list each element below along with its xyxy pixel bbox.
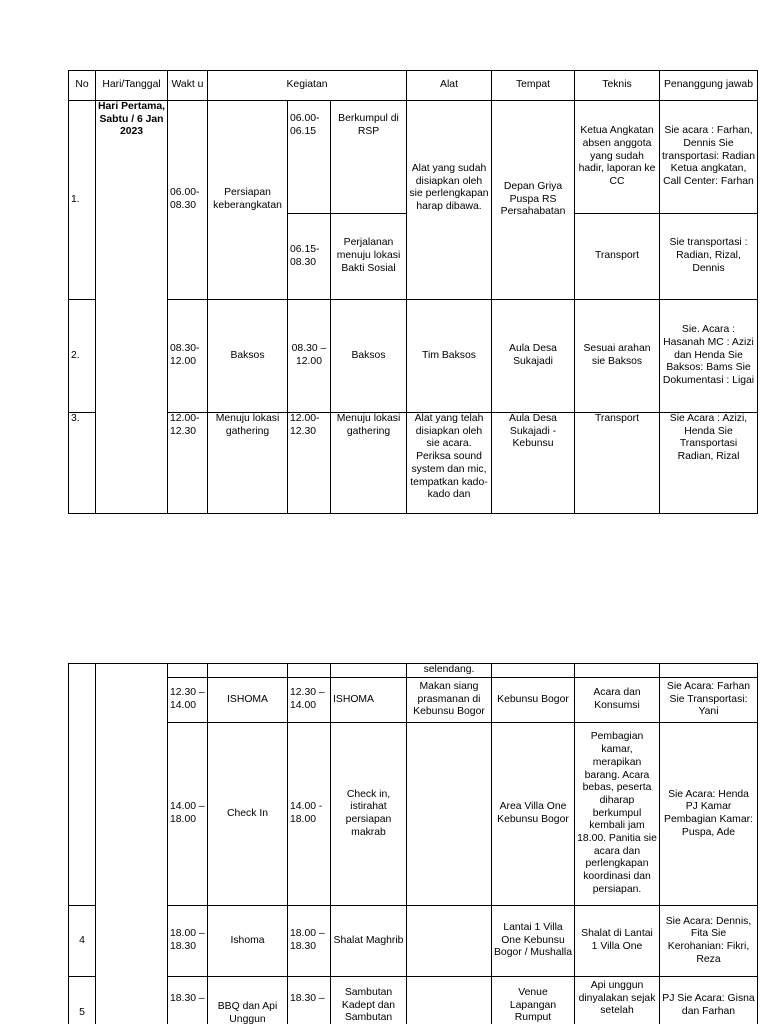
- sub-waktu: 18.00 – 18.30: [288, 906, 331, 977]
- row-pj: Sie Acara: Dennis, Fita Sie Kerohanian: Fikri, Reza: [660, 906, 758, 977]
- row-kegiatan: Menuju lokasi gathering: [208, 413, 288, 514]
- row-pj: Sie Acara : Azizi, Henda Sie Transportasi Radian, Rizal: [660, 413, 758, 514]
- header-penanggung-jawab: Penanggung jawab: [660, 71, 758, 101]
- schedule-table-page-1: [68, 70, 758, 514]
- row-teknis: Acara dan Konsumsi: [575, 678, 660, 723]
- day-cell: [96, 664, 168, 1024]
- sub-kegiatan: ISHOMA: [331, 678, 407, 723]
- row-pj: [660, 664, 758, 678]
- row-pj: Sie. Acara : Hasanah MC : Azizi dan Henda Sie Baksos: Bams Sie Dokumentasi : Ligai: [660, 300, 758, 413]
- header-teknis: Teknis: [575, 71, 660, 101]
- sub-waktu: 14.00 - 18.00: [288, 723, 331, 906]
- row-alat: selendang.: [407, 664, 492, 678]
- row-waktu: 14.00 – 18.00: [168, 723, 208, 906]
- sub-kegiatan: Perjalanan menuju lokasi Bakti Sosial: [331, 214, 407, 300]
- row-pj: Sie transportasi : Radian, Rizal, Dennis: [660, 214, 758, 300]
- day-label: Hari Pertama, Sabtu / 6 Jan 2023: [96, 101, 168, 514]
- row-waktu: 06.00- 08.30: [168, 101, 208, 300]
- row-teknis: Transport: [575, 413, 660, 514]
- row-tempat: Depan Griya Puspa RS Persahabatan: [492, 101, 575, 300]
- row-pj: Sie acara : Farhan, Dennis Sie transportasi: Radian Ketua angkatan, Call Center: Farhan: [660, 101, 758, 214]
- schedule-table-page-2: [68, 663, 758, 1024]
- row-tempat: Aula Desa Sukajadi: [492, 300, 575, 413]
- row-kegiatan: BBQ dan Api Unggun: [208, 977, 288, 1024]
- row-kegiatan: Ishoma: [208, 906, 288, 977]
- row-waktu: 08.30- 12.00: [168, 300, 208, 413]
- row-pj: Sie Acara: Farhan Sie Transportasi: Yani: [660, 678, 758, 723]
- sub-waktu: [288, 664, 331, 678]
- row-tempat: [492, 664, 575, 678]
- row-waktu: 18.30 –: [168, 977, 208, 1024]
- table-row: [69, 906, 758, 977]
- row-teknis: Transport: [575, 214, 660, 300]
- row-tempat: Aula Desa Sukajadi - Kebunsu: [492, 413, 575, 514]
- table-row: [69, 678, 758, 723]
- row-alat: Alat yang telah disiapkan oleh sie acara. Periksa sound system dan mic, tempatkan kado-kado dan: [407, 413, 492, 514]
- row-no: 2.: [69, 300, 96, 413]
- sub-waktu: 06.15- 08.30: [288, 214, 331, 300]
- row-alat: Tim Baksos: [407, 300, 492, 413]
- row-alat: Makan siang prasmanan di Kebunsu Bogor: [407, 678, 492, 723]
- row-teknis: [575, 664, 660, 678]
- row-tempat: Kebunsu Bogor: [492, 678, 575, 723]
- header-hari-tanggal: Hari/Tanggal: [96, 71, 168, 101]
- sub-waktu: 12.30 – 14.00: [288, 678, 331, 723]
- header-tempat: Tempat: [492, 71, 575, 101]
- row-kegiatan: Persiapan keberangkatan: [208, 101, 288, 300]
- row-alat: [407, 723, 492, 906]
- sub-kegiatan: Sambutan Kadept dan Sambutan: [331, 977, 407, 1024]
- header-alat: Alat: [407, 71, 492, 101]
- sub-kegiatan: Shalat Maghrib: [331, 906, 407, 977]
- sub-kegiatan: Berkumpul di RSP: [331, 101, 407, 214]
- row-no: 5: [69, 977, 96, 1024]
- sub-waktu: 18.30 –: [288, 977, 331, 1024]
- header-no: No: [69, 71, 96, 101]
- table-row: [69, 413, 758, 514]
- row-pj: PJ Sie Acara: Gisna dan Farhan: [660, 977, 758, 1024]
- row-teknis: Api unggun dinyalakan sejak setelah: [575, 977, 660, 1024]
- row-waktu: 12.00- 12.30: [168, 413, 208, 514]
- table-row: [69, 101, 758, 214]
- row-waktu: [168, 664, 208, 678]
- table-row: [69, 300, 758, 413]
- row-waktu: 18.00 – 18.30: [168, 906, 208, 977]
- table-row: [69, 723, 758, 906]
- row-kegiatan: Baksos: [208, 300, 288, 413]
- row-kegiatan: Check In: [208, 723, 288, 906]
- table-header-row: [69, 71, 758, 101]
- row-waktu: 12.30 – 14.00: [168, 678, 208, 723]
- sub-waktu: 06.00- 06.15: [288, 101, 331, 214]
- sub-kegiatan: Baksos: [331, 300, 407, 413]
- sub-waktu: 08.30 – 12.00: [288, 300, 331, 413]
- header-waktu: Wakt u: [168, 71, 208, 101]
- header-kegiatan: Kegiatan: [208, 71, 407, 101]
- row-tempat: Lantai 1 Villa One Kebunsu Bogor / Mushalla: [492, 906, 575, 977]
- row-teknis: Ketua Angkatan absen anggota yang sudah hadir, laporan ke CC: [575, 101, 660, 214]
- row-teknis: Pembagian kamar, merapikan barang. Acara bebas, peserta diharap berkumpul kembali jam 18.00. Panitia sie acara dan perlengkapan koordinasi dan persiapan.: [575, 723, 660, 906]
- sub-kegiatan: [331, 664, 407, 678]
- table-row: [69, 664, 758, 678]
- row-no: 3.: [69, 413, 96, 514]
- row-no: 1.: [69, 101, 96, 300]
- page-2: [0, 663, 768, 1024]
- row-kegiatan: [208, 664, 288, 678]
- table-row: [69, 977, 758, 1024]
- sub-kegiatan: Check in, istirahat persiapan makrab: [331, 723, 407, 906]
- row-alat: [407, 906, 492, 977]
- sub-kegiatan: Menuju lokasi gathering: [331, 413, 407, 514]
- row-tempat: Area Villa One Kebunsu Bogor: [492, 723, 575, 906]
- sub-waktu: 12.00- 12.30: [288, 413, 331, 514]
- row-teknis: Shalat di Lantai 1 Villa One: [575, 906, 660, 977]
- row-pj: Sie Acara: Henda PJ Kamar Pembagian Kamar: Puspa, Ade: [660, 723, 758, 906]
- row-alat: [407, 977, 492, 1024]
- row-kegiatan: ISHOMA: [208, 678, 288, 723]
- row-no: 4: [69, 906, 96, 977]
- row-teknis: Sesuai arahan sie Baksos: [575, 300, 660, 413]
- row-no: [69, 664, 96, 906]
- row-tempat: Venue Lapangan Rumput: [492, 977, 575, 1024]
- row-alat: Alat yang sudah disiapkan oleh sie perlengkapan harap dibawa.: [407, 101, 492, 300]
